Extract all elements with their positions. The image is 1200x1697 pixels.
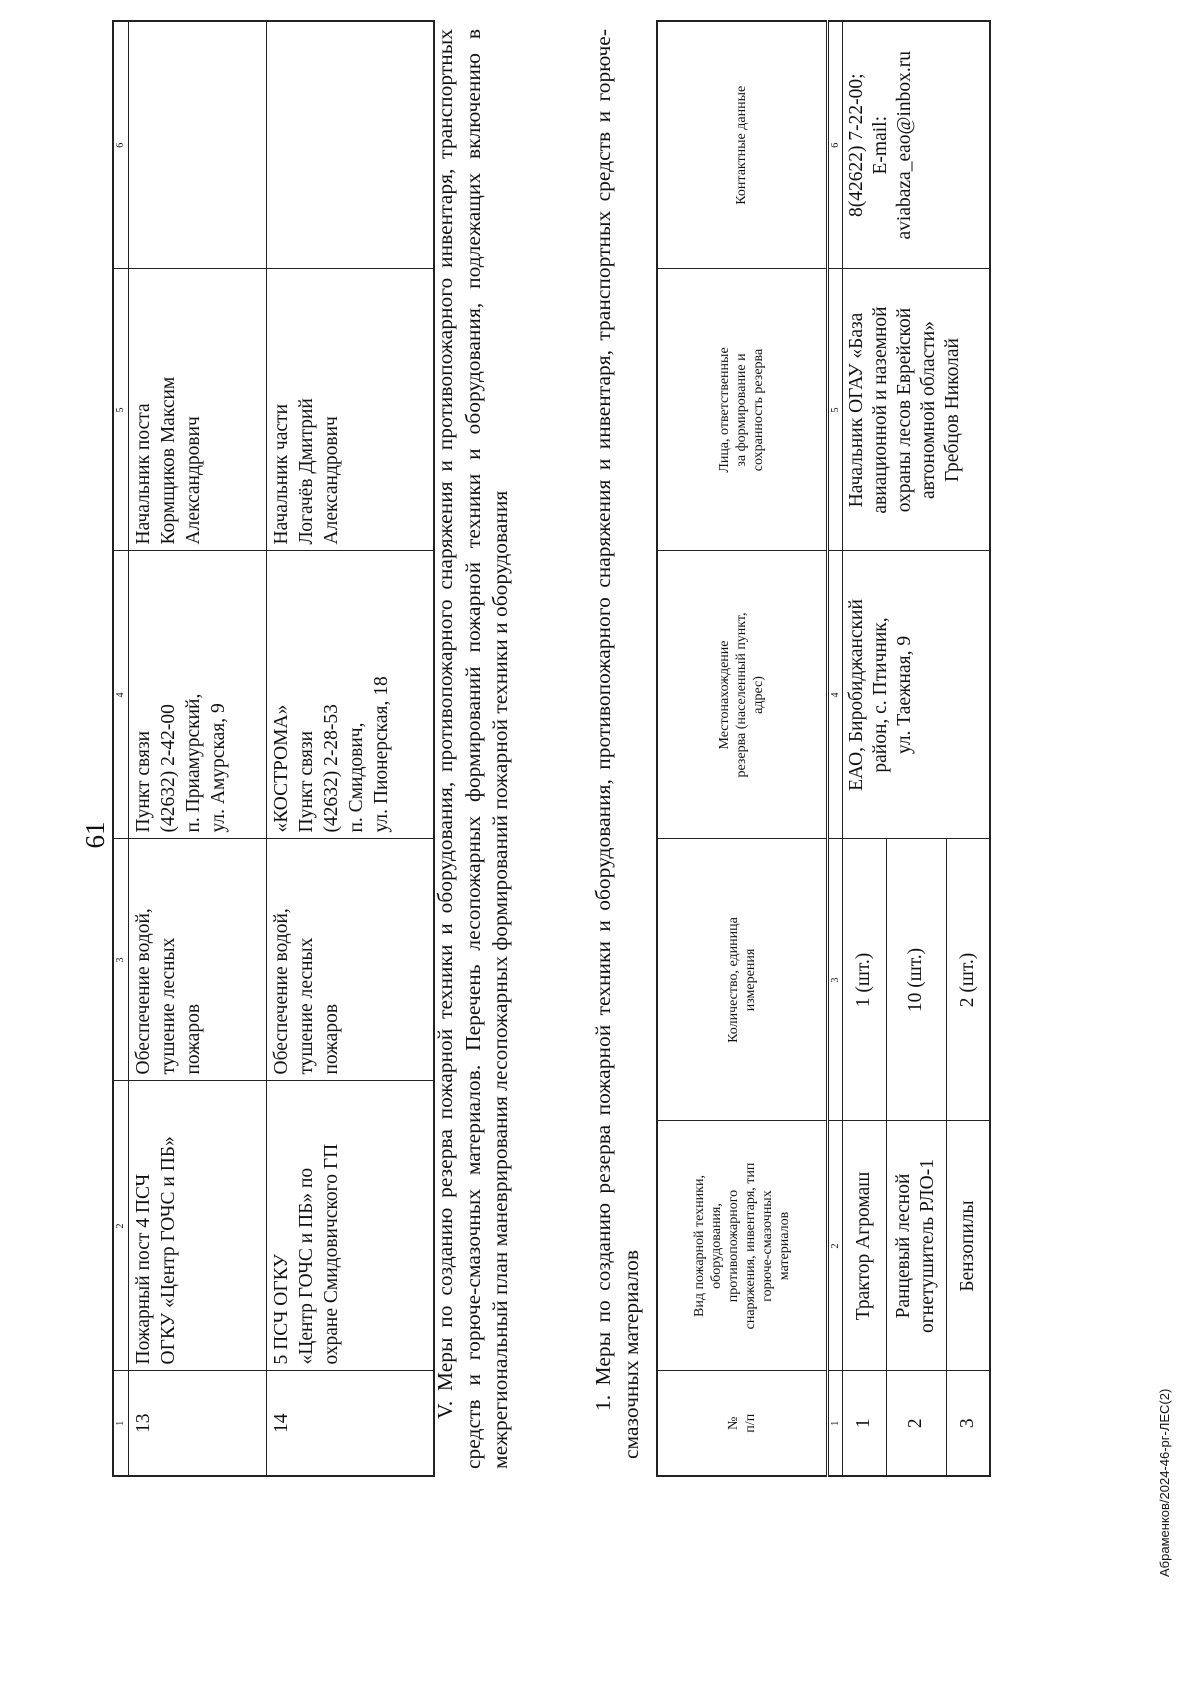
subsection-heading: 1. Меры по созданию резерва пожарной техники и оборудования, противопожарного снаряжения и инвентаря, транспортных средств и горюче-смазочных материалов	[591, 29, 643, 1459]
page-number: 61	[80, 821, 110, 849]
header-cell	[657, 1371, 827, 1476]
cell-line: «Центр ГОЧС и ПБ» по	[295, 1167, 317, 1365]
cell-line: п/п	[742, 1413, 758, 1433]
cell-line: (42632) 2-42-00	[157, 704, 179, 833]
column-number-cell: 1	[113, 1371, 128, 1476]
column-number-cell: 6	[113, 21, 128, 269]
table-row	[266, 21, 434, 1476]
cell-line: (42632) 2-28-53	[320, 704, 342, 833]
responsible-person-cell	[128, 269, 266, 551]
column-number-cell: 1	[827, 1371, 842, 1476]
location-cell	[266, 551, 434, 839]
item-cell	[886, 1121, 946, 1371]
cell-line: Кормщиков Максим	[157, 376, 179, 545]
cell-line: Пожарный пост 4 ПСЧ	[132, 1173, 154, 1365]
column-number-cell: 5	[113, 269, 128, 551]
column-number-cell: 6	[827, 21, 842, 269]
location-cell	[842, 551, 990, 839]
cell-line: ОГКУ «Центр ГОЧС и ПБ»	[157, 1136, 179, 1365]
cell-line: снаряжения, инвентаря, тип	[742, 1162, 758, 1330]
item-cell	[946, 1121, 990, 1371]
column-number-row	[827, 21, 842, 1476]
cell-line: охраны лесов Еврейской	[893, 307, 915, 513]
row-number-cell: 3	[946, 1371, 990, 1476]
cell-line: Пункт связи	[132, 730, 154, 833]
column-number-cell: 4	[827, 551, 842, 839]
cell-line: автономной области»	[917, 321, 939, 499]
column-number-row	[113, 21, 128, 1476]
row-number-cell: 14	[266, 1371, 434, 1476]
cell-line: Бензопилы	[956, 1200, 978, 1292]
cell-line: противопожарного	[725, 1189, 741, 1303]
column-number-cell: 3	[827, 839, 842, 1121]
cell-line: Местонахождение	[717, 640, 733, 750]
unit-cell	[266, 1081, 434, 1371]
cell-line: Контактные данные	[734, 85, 750, 205]
table-row	[128, 21, 266, 1476]
cell-line: п. Смидович,	[345, 722, 367, 833]
cell-line: Александрович	[182, 416, 204, 545]
cell-line: Трактор Агромаш	[853, 1171, 874, 1321]
header-cell	[657, 21, 827, 269]
cell-line: за формирование и	[734, 353, 750, 467]
cell-line: Начальник части	[270, 403, 292, 545]
task-cell	[128, 839, 266, 1081]
cell-line: материалов	[776, 1211, 792, 1281]
cell-line: 5 ПСЧ ОГКУ	[270, 1253, 292, 1365]
column-number-cell: 4	[113, 551, 128, 839]
cell-line: тушение лесных	[295, 937, 317, 1075]
row-number-cell: 13	[128, 1371, 266, 1476]
document-reference: Абраменков/2024-46-рг-ЛЕС(2)	[1157, 1388, 1172, 1577]
quantity-cell: 10 (шт.)	[886, 839, 946, 1121]
contact-cell	[128, 21, 266, 269]
header-cell	[657, 1121, 827, 1371]
cell-line: п. Приамурский,	[182, 693, 204, 833]
cell-line: район, с. Птичник,	[869, 617, 891, 773]
cell-line: Вид пожарной техники,	[691, 1175, 707, 1317]
cell-line: огнетушитель РЛО-1	[917, 1159, 938, 1333]
cell-line: Количество, единица	[725, 917, 741, 1043]
cell-line: Логачёв Дмитрий	[295, 398, 317, 545]
cell-line: Начальник ОГАУ «База	[845, 312, 867, 508]
header-row	[657, 21, 827, 1476]
cell-line: «КОСТРОМА»	[270, 704, 292, 833]
reserve-table	[656, 20, 991, 1477]
item-cell	[842, 1121, 886, 1371]
quantity-cell: 1 (шт.)	[842, 839, 886, 1121]
location-cell	[128, 551, 266, 839]
cell-line: ЕАО, Биробиджанский	[845, 599, 867, 791]
header-cell	[657, 551, 827, 839]
unit-cell	[128, 1081, 266, 1371]
cell-line: горюче-смазочных	[759, 1190, 775, 1302]
cell-line: тушение лесных	[157, 937, 179, 1075]
cell-line: Александрович	[320, 416, 342, 545]
section-heading: V. Меры по созданию резерва пожарной техники и оборудования, противопожарного снаряжения и противопожарного инвентаря, транспортных средств и горюче-смазочных материалов. Перечень лесопожарных формирований пожарной техники и оборудования, подлежащих включению в межрегиональный план маневрирования лесопожарных формирований пожарной техники и оборудования	[433, 29, 512, 1469]
cell-line: пожаров	[320, 1003, 342, 1075]
header-cell	[657, 269, 827, 551]
cell-line: Пункт связи	[295, 730, 317, 833]
cell-line: Начальник поста	[132, 403, 154, 545]
column-number-cell: 3	[113, 839, 128, 1081]
cell-line: сохранность резерва	[751, 348, 767, 472]
cell-line: ул. Пионерская, 18	[370, 676, 392, 833]
row-number-cell: 1	[842, 1371, 886, 1476]
column-number-cell: 2	[827, 1121, 842, 1371]
cell-line: Обеспечение водой,	[270, 908, 292, 1075]
cell-line: охране Смидовичского ГП	[320, 1143, 342, 1365]
cell-line: пожаров	[182, 1003, 204, 1075]
cell-line: измерения	[742, 948, 758, 1012]
responsible-person-cell	[842, 269, 990, 551]
cell-line: ул. Таежная, 9	[893, 635, 915, 755]
header-cell	[657, 839, 827, 1121]
cell-line: резерва (населенный пункт,	[734, 612, 750, 778]
cell-line: Гребцов Николай	[941, 338, 963, 482]
contact-cell	[842, 21, 990, 269]
cell-line: оборудования,	[708, 1203, 724, 1289]
row-number-cell: 2	[886, 1371, 946, 1476]
cell-line: E-mail:	[869, 116, 891, 175]
cell-line: адрес)	[751, 676, 767, 714]
column-number-cell: 5	[827, 269, 842, 551]
column-number-cell: 2	[113, 1081, 128, 1371]
task-cell	[266, 839, 434, 1081]
quantity-cell: 2 (шт.)	[946, 839, 990, 1121]
cell-line: 8(42622) 7-22-00;	[845, 73, 867, 218]
cell-line: aviabaza_eao@inbox.ru	[893, 51, 915, 240]
contact-cell	[266, 21, 434, 269]
forces-table	[112, 20, 435, 1477]
cell-line: авиационной и наземной	[869, 306, 891, 514]
cell-line: Ранцевый лесной	[893, 1173, 914, 1319]
cell-line: Лица, ответственные	[717, 347, 733, 473]
responsible-person-cell	[266, 269, 434, 551]
table-row	[842, 21, 886, 1476]
cell-line: №	[725, 1416, 741, 1430]
cell-line: Обеспечение водой,	[132, 908, 154, 1075]
cell-line: ул. Амурская, 9	[207, 703, 229, 833]
